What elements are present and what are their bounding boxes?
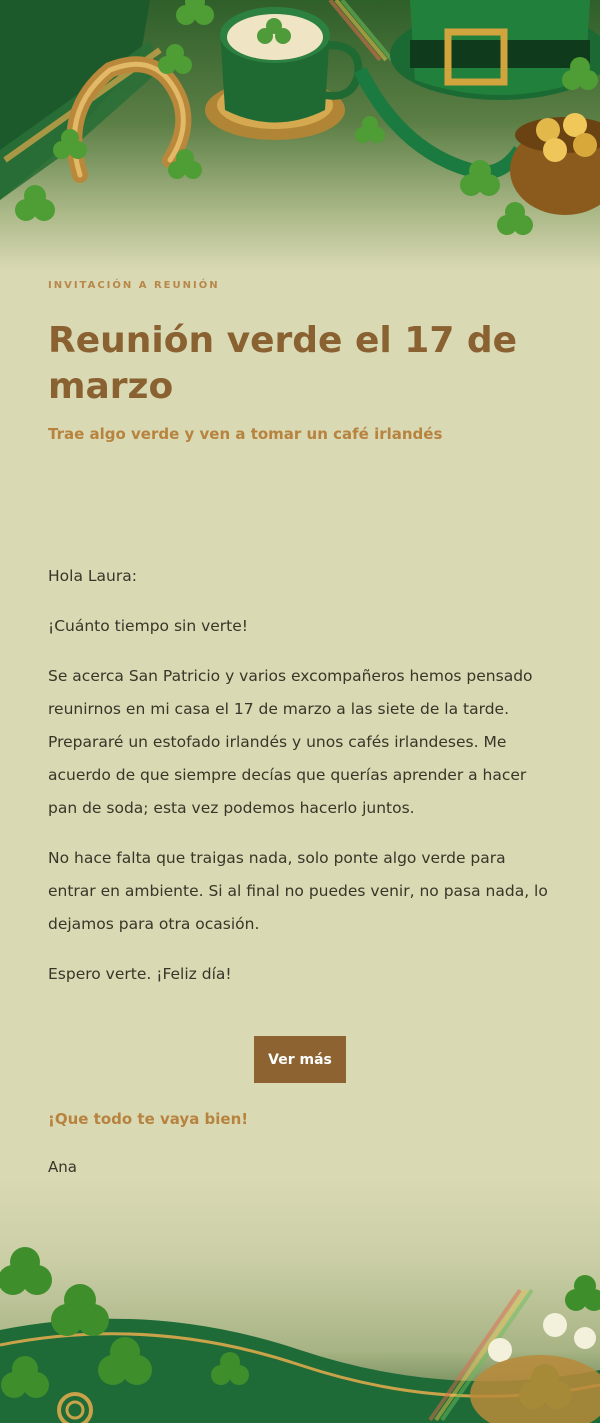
footer-illustration	[0, 1180, 600, 1423]
email-subtitle: Trae algo verde y ven a tomar un café irlandés	[48, 425, 443, 443]
body-paragraph: ¡Cuánto tiempo sin verte!	[48, 617, 248, 635]
body-paragraph: Espero verte. ¡Feliz día!	[48, 965, 232, 983]
signature: Ana	[48, 1158, 77, 1176]
greeting: Hola Laura:	[48, 567, 137, 585]
email-body	[48, 560, 558, 1008]
closing-line: ¡Que todo te vaya bien!	[48, 1110, 249, 1128]
body-paragraph: Se acerca San Patricio y varios excompañeros hemos pensado reunirnos en mi casa el 17 de marzo a las siete de la tarde. Prepararé un estofado irlandés y unos cafés irlandeses. Me acuerdo de que siempre decías que querías aprender a hacer pan de soda; esta vez podemos hacerlo juntos.	[48, 667, 533, 817]
see-more-button[interactable]: Ver más	[254, 1036, 346, 1083]
eyebrow-label: INVITACIÓN A REUNIÓN	[48, 280, 220, 291]
header-illustration	[0, 0, 600, 270]
email-title: Reunión verde el 17 de marzo	[48, 320, 518, 407]
pot-of-gold-icon	[510, 113, 600, 215]
irish-coffee-cup-icon	[205, 7, 358, 140]
body-paragraph: No hace falta que traigas nada, solo ponte algo verde para entrar en ambiente. Si al final no puedes venir, no pasa nada, lo dejamos para otra ocasión.	[48, 849, 548, 933]
rainbow-icon	[330, 0, 392, 60]
